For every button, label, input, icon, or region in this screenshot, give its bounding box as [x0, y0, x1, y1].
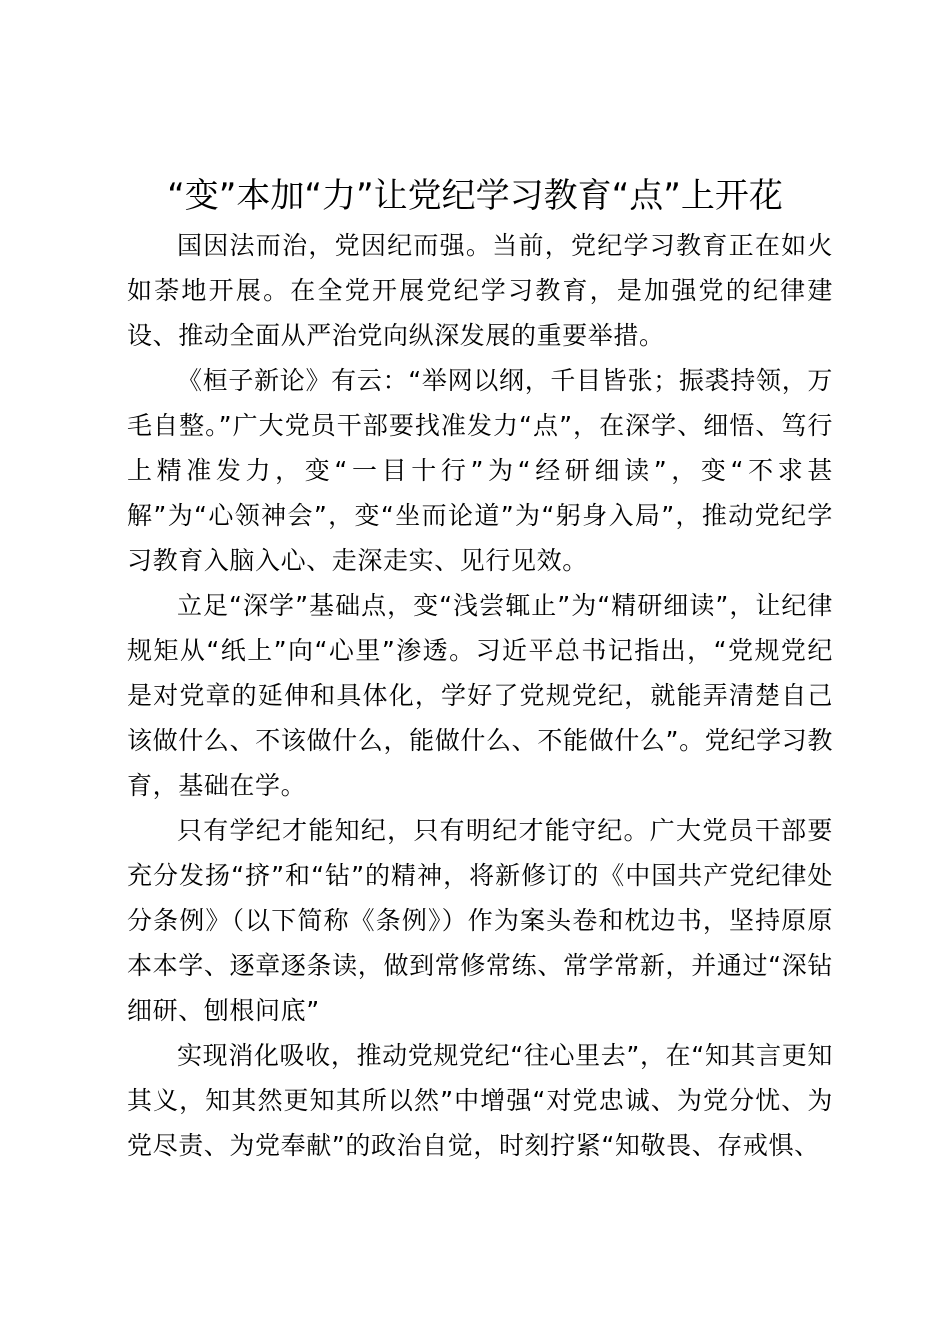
paragraph-5: 实现消化吸收，推动党规党纪“往心里去”，在“知其言更知其义，知其然更知其所以然”中增强“对党忠诚、为党分忧、为党尽责、为党奉献”的政治自觉，时刻拧紧“知敬畏、存戒惧、 [127, 1041, 833, 1160]
paragraph-3: 立足“深学”基础点，变“浅尝辄止”为“精研细读”，让纪律规矩从“纸上”向“心里”渗透。习近平总书记指出，“党规党纪是对党章的延伸和具体化，学好了党规党纪，就能弄清楚自己该做什么、不该做什么，能做什么、不能做什么”。党纪学习教育，基础在学。 [127, 591, 833, 800]
paragraph-1: 国因法而治，党因纪而强。当前，党纪学习教育正在如火如荼地开展。在全党开展党纪学习教育，是加强党的纪律建设、推动全面从严治党向纵深发展的重要举措。 [127, 231, 833, 350]
document-body [127, 223, 833, 1168]
document-title: “变”本加“力”让党纪学习教育“点”上开花 [167, 176, 783, 216]
paragraph-2: 《桓子新论》有云：“举网以纲，千目皆张；振裘持领，万毛自整。”广大党员干部要找准发力“点”，在深学、细悟、笃行上精准发力，变“一目十行”为“经研细读”，变“不求甚解”为“心领神会”，变“坐而论道”为“躬身入局”，推动党纪学习教育入脑入心、走深走实、见行见效。 [127, 366, 833, 575]
paragraph-4: 只有学纪才能知纪，只有明纪才能守纪。广大党员干部要充分发扬“挤”和“钻”的精神，将新修订的《中国共产党纪律处分条例》（以下简称《条例》）作为案头卷和枕边书，坚持原原本本学、逐章逐条读，做到常修常练、常学常新，并通过“深钻细研、刨根问底” [127, 816, 833, 1025]
